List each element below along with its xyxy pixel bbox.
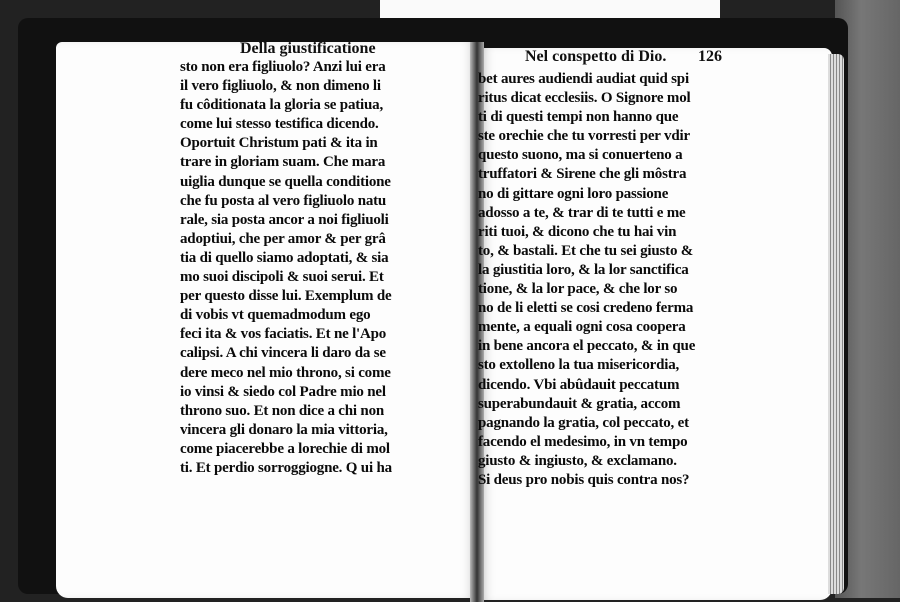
text-line: sto non era figliuolo? Anzi lui era (180, 59, 386, 75)
text-line: vincera gli donaro la mia vittoria, (180, 421, 388, 438)
text-line: mente, a equali ogni cosa coopera (478, 319, 686, 336)
text-line: feci ita & vos faciatis. Et ne l'Apo (180, 326, 387, 343)
text-line: truffatori & Sirene che gli môstra (478, 166, 687, 183)
text-line: pagnando la gratia, col peccato, et (478, 414, 689, 431)
text-line: ste orechie che tu vorresti per vdir (478, 128, 690, 145)
left-running-head: Della giustificatione (240, 40, 376, 57)
text-line: tia di quello siamo adoptati, & sia (180, 249, 389, 266)
left-page-text (180, 58, 450, 478)
text-line: trare in gloriam suam. Che mara (180, 154, 386, 171)
text-line: calipsi. A chi vincera li daro da se (180, 345, 386, 362)
text-line: che fu posta al vero figliuolo natu (180, 192, 387, 209)
text-line: dere meco nel mio throno, si come (180, 364, 391, 381)
text-line: riti tuoi, & dicono che tu hai vin (478, 223, 677, 240)
text-line: io vinsi & siedo col Padre mio nel (180, 383, 386, 400)
text-line: ti di questi tempi non hanno que (478, 109, 679, 126)
text-line: facendo el medesimo, in vn tempo (478, 433, 688, 450)
text-line: tione, & la lor pace, & che lor so (478, 281, 678, 298)
text-line: la giustitia loro, & la lor sanctifica (478, 261, 689, 278)
text-line: adosso a te, & trar di te tutti e me (478, 204, 686, 221)
right-page-text (478, 70, 736, 490)
text-line: il vero figliuolo, & non dimeno li (180, 78, 381, 95)
text-line: adoptiui, che per amor & per grâ (180, 230, 386, 247)
text-line: bet aures audiendi audiat quid spi (478, 71, 689, 87)
text-line: Si deus pro nobis quis contra nos? (478, 471, 690, 488)
text-line: per questo disse lui. Exemplum de (180, 288, 392, 305)
text-line: no di gittare ogni loro passione (478, 185, 669, 202)
text-line: throno suo. Et non dice a chi non (180, 402, 385, 419)
text-line: ritus dicat ecclesiis. O Signore mol (478, 90, 691, 107)
text-line: Oportuit Christum pati & ita in (180, 135, 378, 152)
text-line: sto extolleno la tua misericordia, (478, 357, 680, 374)
text-line: dicendo. Vbi abûdauit peccatum (478, 376, 680, 393)
page-number: 126 (698, 48, 722, 65)
text-line: di vobis vt quemadmodum ego (180, 307, 371, 324)
text-line: uiglia dunque se quella conditione (180, 173, 391, 190)
text-line: in bene ancora el peccato, & in que (478, 338, 696, 355)
text-line: mo suoi discipoli & suoi serui. Et (180, 269, 384, 286)
text-line: superabundauit & gratia, accom (478, 395, 681, 412)
text-line: questo suono, ma si conuerteno a (478, 147, 683, 164)
text-line: giusto & ingiusto, & exclamano. (478, 452, 677, 469)
text-line: no de li eletti se cosi credeno ferma (478, 300, 694, 317)
text-line: rale, sia posta ancor a noi figliuoli (180, 211, 389, 228)
page-edges (828, 54, 844, 594)
text-line: come piacerebbe a lorechie di mol (180, 440, 390, 457)
text-line: ti. Et perdio sorroggiogne. Q ui ha (180, 459, 392, 476)
right-running-head: Nel conspetto di Dio. (525, 48, 667, 65)
text-line: to, & bastali. Et che tu sei giusto & (478, 242, 694, 259)
text-line: fu côditionata la gloria se patiua, (180, 97, 384, 114)
text-line: come lui stesso testifica dicendo. (180, 116, 379, 133)
